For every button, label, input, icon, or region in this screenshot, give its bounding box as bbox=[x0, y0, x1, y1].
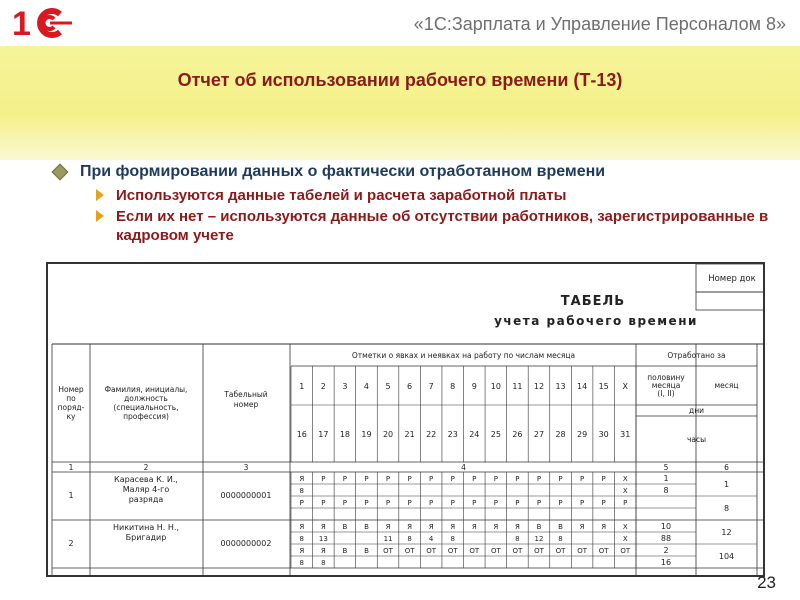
attendance-code: 4 bbox=[428, 535, 434, 543]
attendance-code: 8 bbox=[299, 559, 305, 567]
day-number: 9 bbox=[471, 382, 477, 391]
attendance-code: Р bbox=[429, 499, 434, 507]
attendance-code: Р bbox=[342, 475, 348, 483]
timesheet-heading: ТАБЕЛЬ bbox=[560, 294, 626, 309]
employee-name: разряда bbox=[128, 495, 164, 504]
month-days-value: 1 bbox=[723, 480, 730, 489]
attendance-code: ОТ bbox=[426, 547, 437, 555]
half-month-value: 16 bbox=[660, 558, 672, 567]
attendance-code: Я bbox=[299, 547, 305, 555]
attendance-code: Я bbox=[320, 523, 326, 531]
attendance-code: Р bbox=[364, 499, 369, 507]
attendance-code: Р bbox=[429, 475, 434, 483]
attendance-code: Р bbox=[450, 475, 455, 483]
days-header: дни bbox=[689, 406, 704, 415]
day-number: 17 bbox=[318, 430, 329, 439]
attendance-code: Р bbox=[342, 499, 348, 507]
bullet-main bbox=[50, 160, 790, 184]
attendance-code: X bbox=[622, 475, 628, 483]
bullet-list bbox=[50, 160, 790, 245]
attendance-code: 8 bbox=[299, 535, 305, 543]
attendance-code: Я bbox=[601, 523, 607, 531]
row-number-header: ку bbox=[66, 412, 76, 421]
day-number: 29 bbox=[577, 430, 588, 439]
bullet-main-text: При формировании данных о фактически отработанном времени bbox=[80, 163, 606, 180]
name-header: Фамилия, инициалы, bbox=[104, 385, 188, 394]
employee-number: 1 bbox=[68, 491, 74, 500]
name-header: должность bbox=[124, 394, 168, 403]
attendance-code: 8 bbox=[407, 535, 412, 543]
attendance-code: Я bbox=[299, 475, 305, 483]
slide-title: Отчет об использовании рабочего времени (Т-13) bbox=[177, 70, 623, 90]
month-hours-value: 104 bbox=[718, 552, 735, 561]
attendance-code: Я bbox=[450, 523, 456, 531]
employee-number: 2 bbox=[68, 539, 74, 548]
day-number: 18 bbox=[339, 430, 350, 439]
attendance-code: Р bbox=[407, 499, 412, 507]
attendance-code: Р bbox=[321, 499, 326, 507]
column-number: 3 bbox=[243, 463, 249, 472]
attendance-code: ОТ bbox=[534, 547, 544, 555]
triangle-bullet-icon bbox=[96, 189, 104, 201]
attendance-code: Р bbox=[364, 475, 369, 483]
half-month-value: 1 bbox=[663, 474, 669, 483]
day-number: 31 bbox=[620, 430, 631, 439]
half-month-value: 88 bbox=[660, 534, 672, 543]
attendance-code: ОТ bbox=[555, 547, 566, 555]
attendance-code: Р bbox=[299, 499, 304, 507]
attendance-code: ОТ bbox=[512, 547, 523, 555]
half-month-value: 8 bbox=[663, 486, 669, 495]
attendance-code: ОТ bbox=[469, 547, 480, 555]
attendance-code: Р bbox=[450, 499, 455, 507]
row-number-header: по bbox=[66, 394, 76, 403]
attendance-code: Р bbox=[493, 499, 498, 507]
day-number: 5 bbox=[385, 382, 391, 391]
attendance-code: ОТ bbox=[577, 547, 587, 555]
timesheet-document bbox=[46, 262, 765, 577]
day-number: 1 bbox=[299, 382, 305, 391]
attendance-code: Р bbox=[515, 475, 520, 483]
attendance-code: Р bbox=[515, 499, 520, 507]
day-number: 4 bbox=[363, 382, 370, 391]
attendance-code: Р bbox=[385, 499, 391, 507]
attendance-code: В bbox=[342, 523, 348, 531]
attendance-code: Р bbox=[579, 499, 585, 507]
attendance-code: 8 bbox=[515, 535, 520, 543]
1c-logo-icon bbox=[10, 6, 74, 40]
day-number: 26 bbox=[512, 430, 523, 439]
employee-tab-number: 0000000002 bbox=[220, 539, 272, 548]
attendance-code: 13 bbox=[318, 535, 328, 543]
attendance-code: Р bbox=[623, 499, 628, 507]
half-month-header: половину bbox=[647, 373, 685, 382]
attendance-code: В bbox=[536, 523, 542, 531]
attendance-code: 12 bbox=[534, 535, 544, 543]
attendance-code: Я bbox=[428, 523, 434, 531]
product-title: «1С:Зарплата и Управление Персоналом 8» bbox=[413, 14, 786, 34]
column-number: 2 bbox=[143, 463, 149, 472]
day-number: 2 bbox=[320, 382, 326, 391]
month-days-value: 12 bbox=[721, 528, 732, 537]
attendance-code: Я bbox=[385, 523, 391, 531]
attendance-code: В bbox=[364, 523, 369, 531]
row-number-header: поряд- bbox=[57, 403, 85, 412]
doc-number-value-box bbox=[696, 292, 763, 310]
employee-tab-number: 0000000001 bbox=[220, 491, 272, 500]
half-month-header: (I, II) bbox=[657, 389, 675, 398]
row-number-header: Номер bbox=[58, 385, 84, 394]
attendance-code: В bbox=[558, 523, 563, 531]
attendance-code: ОТ bbox=[620, 547, 631, 555]
employee-name: Никитина Н. Н., bbox=[113, 523, 179, 532]
worked-header: Отработано за bbox=[667, 351, 726, 360]
marks-header: Отметки о явках и неявках на работу по числам месяца bbox=[351, 351, 576, 360]
attendance-code: Я bbox=[493, 523, 499, 531]
attendance-code: Р bbox=[536, 475, 542, 483]
half-month-value: 10 bbox=[660, 522, 672, 531]
day-number: X bbox=[622, 382, 628, 391]
attendance-code: Я bbox=[299, 523, 305, 531]
day-number: 3 bbox=[342, 382, 348, 391]
column-number: 4 bbox=[461, 463, 466, 472]
day-number: 7 bbox=[428, 382, 434, 391]
employee-name: Бригадир bbox=[125, 533, 167, 542]
attendance-code: Я bbox=[471, 523, 477, 531]
attendance-code: Р bbox=[321, 475, 326, 483]
attendance-code: Р bbox=[558, 499, 563, 507]
attendance-code: ОТ bbox=[598, 547, 609, 555]
attendance-code: X bbox=[622, 535, 628, 543]
svg-text:1: 1 bbox=[12, 6, 31, 40]
attendance-code: Р bbox=[536, 499, 542, 507]
attendance-code: 8 bbox=[299, 487, 305, 495]
attendance-code: ОТ bbox=[490, 547, 501, 555]
tab-number-header: Табельный bbox=[224, 390, 268, 399]
page-number: 23 bbox=[757, 573, 776, 592]
column-number: 1 bbox=[68, 463, 74, 472]
attendance-code: В bbox=[364, 547, 369, 555]
doc-number-label: Номер док bbox=[708, 274, 756, 284]
day-number: 15 bbox=[598, 382, 609, 391]
attendance-code: Я bbox=[320, 547, 326, 555]
name-header: (специальность, bbox=[113, 403, 179, 412]
half-month-value: 2 bbox=[663, 546, 669, 555]
attendance-code: Р bbox=[558, 475, 563, 483]
sub-bullet-2 bbox=[50, 207, 790, 245]
attendance-code: Р bbox=[493, 475, 498, 483]
slide-header bbox=[0, 0, 800, 46]
attendance-code: Я bbox=[407, 523, 413, 531]
attendance-code: Р bbox=[579, 475, 585, 483]
attendance-code: 8 bbox=[321, 559, 326, 567]
day-number: 19 bbox=[361, 430, 372, 439]
attendance-code: ОТ bbox=[447, 547, 458, 555]
timesheet-table bbox=[48, 264, 763, 575]
day-number: 10 bbox=[490, 382, 501, 391]
day-number: 11 bbox=[512, 382, 523, 391]
day-number: 21 bbox=[404, 430, 415, 439]
employee-name: Карасева К. И., bbox=[114, 475, 178, 484]
attendance-code: Р bbox=[385, 475, 391, 483]
day-number: 27 bbox=[533, 430, 545, 439]
half-month-header: месяца bbox=[651, 381, 681, 390]
day-number: 12 bbox=[533, 382, 545, 391]
sub-bullet-1 bbox=[50, 186, 790, 205]
month-header: месяц bbox=[714, 381, 739, 390]
attendance-code: Р bbox=[601, 475, 606, 483]
day-number: 30 bbox=[598, 430, 609, 439]
day-number: 16 bbox=[296, 430, 307, 439]
attendance-code: Р bbox=[472, 475, 477, 483]
column-number: 5 bbox=[663, 463, 669, 472]
attendance-code: Р bbox=[601, 499, 606, 507]
attendance-code: 8 bbox=[450, 535, 455, 543]
day-number: 23 bbox=[447, 430, 458, 439]
attendance-code: Я bbox=[579, 523, 585, 531]
day-number: 8 bbox=[450, 382, 456, 391]
attendance-code: В bbox=[342, 547, 348, 555]
day-number: 25 bbox=[490, 430, 501, 439]
name-header: профессия) bbox=[123, 412, 169, 421]
title-band bbox=[0, 46, 800, 160]
timesheet-subheading: учета рабочего времени bbox=[494, 314, 698, 328]
attendance-code: Р bbox=[407, 475, 412, 483]
employee-name: Маляр 4-го bbox=[122, 485, 170, 494]
attendance-code: ОТ bbox=[383, 547, 393, 555]
day-number: 6 bbox=[407, 382, 413, 391]
day-number: 28 bbox=[555, 430, 566, 439]
column-number: 6 bbox=[724, 463, 729, 472]
month-hours-value: 8 bbox=[723, 504, 730, 513]
triangle-bullet-icon bbox=[96, 210, 104, 222]
sub-bullet-1-text: Используются данные табелей и расчета заработной платы bbox=[116, 187, 567, 204]
attendance-code: Я bbox=[514, 523, 520, 531]
diamond-bullet-icon bbox=[52, 164, 69, 181]
attendance-code: 8 bbox=[558, 535, 563, 543]
day-number: 24 bbox=[469, 430, 480, 439]
day-number: 13 bbox=[555, 382, 566, 391]
attendance-code: X bbox=[622, 523, 628, 531]
attendance-code: X bbox=[622, 487, 628, 495]
attendance-code: 11 bbox=[383, 535, 393, 543]
day-number: 20 bbox=[382, 430, 394, 439]
attendance-code: Р bbox=[472, 499, 477, 507]
sub-bullet-2-text: Если их нет – используются данные об отсутствии работников, зарегистрированные в кадровом учете bbox=[116, 208, 769, 244]
hours-header: часы bbox=[686, 435, 707, 444]
day-number: 22 bbox=[426, 430, 437, 439]
attendance-code: ОТ bbox=[404, 547, 415, 555]
tab-number-header: номер bbox=[233, 400, 259, 409]
day-number: 14 bbox=[577, 382, 588, 391]
